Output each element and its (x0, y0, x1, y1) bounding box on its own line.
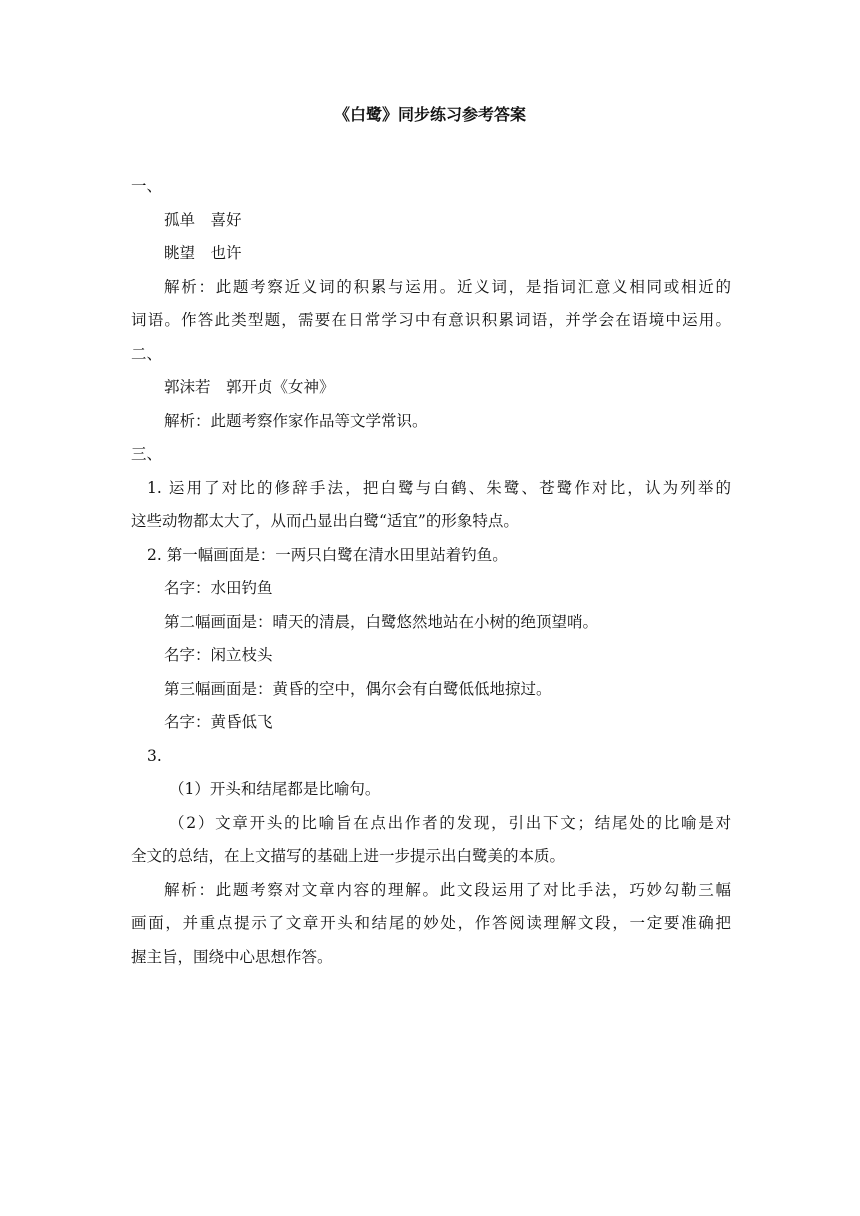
text-line: 孤单 喜好 (164, 210, 242, 229)
text-line: 3. (147, 746, 162, 765)
text-line: 三、 (131, 445, 163, 463)
text-line: 一、 (131, 177, 163, 195)
text-line: 二、 (131, 344, 163, 363)
text-line: 1. 运用了对比的修辞手法，把白鹭与白鹤、朱鹭、苍鹭作对比，认为列举的 (147, 478, 731, 497)
document-title: 《白鹭》同步练习参考答案 (333, 105, 526, 124)
text-line: 解析：此题考察作家作品等文学常识。 (164, 411, 428, 430)
text-line: 词语。作答此类型题，需要在日常学习中有意识积累词语，并学会在语境中运用。 (131, 311, 731, 329)
text-line: 解析：此题考察近义词的积累与运用。近义词，是指词汇意义相同或相近的 (164, 277, 731, 296)
text-line: 名字：黄昏低飞 (164, 713, 273, 731)
text-line: 全文的总结，在上文描写的基础上进一步提示出白鹭美的本质。 (131, 847, 566, 865)
text-line: 名字：闲立枝头 (164, 646, 273, 664)
text-line: 郭沫若 郭开贞《女神》 (164, 378, 335, 396)
text-line: 这些动物都太大了，从而凸显出白鹭“适宜”的形象特点。 (131, 512, 519, 530)
document-body (131, 170, 731, 974)
text-line: 画面，并重点提示了文章开头和结尾的妙处，作答阅读理解文段，一定要准确把 (131, 914, 731, 932)
text-line: 第二幅画面是：晴天的清晨，白鹭悠然地站在小树的绝顶望哨。 (164, 612, 599, 631)
text-line: 解析：此题考察对文章内容的理解。此文段运用了对比手法，巧妙勾勒三幅 (164, 880, 731, 899)
text-line: （2）文章开头的比喻旨在点出作者的发现，引出下文；结尾处的比喻是对 (169, 813, 731, 832)
text-line: 第三幅画面是：黄昏的空中，偶尔会有白鹭低低地掠过。 (164, 679, 552, 698)
text-line: 眺望 也许 (164, 244, 242, 262)
text-line: 握主旨，围绕中心思想作答。 (131, 947, 333, 966)
text-line: （1）开头和结尾都是比喻句。 (169, 780, 381, 798)
text-line: 2. 第一幅画面是：一两只白鹭在清水田里站着钓鱼。 (147, 545, 508, 564)
text-line: 名字：水田钓鱼 (164, 579, 273, 597)
